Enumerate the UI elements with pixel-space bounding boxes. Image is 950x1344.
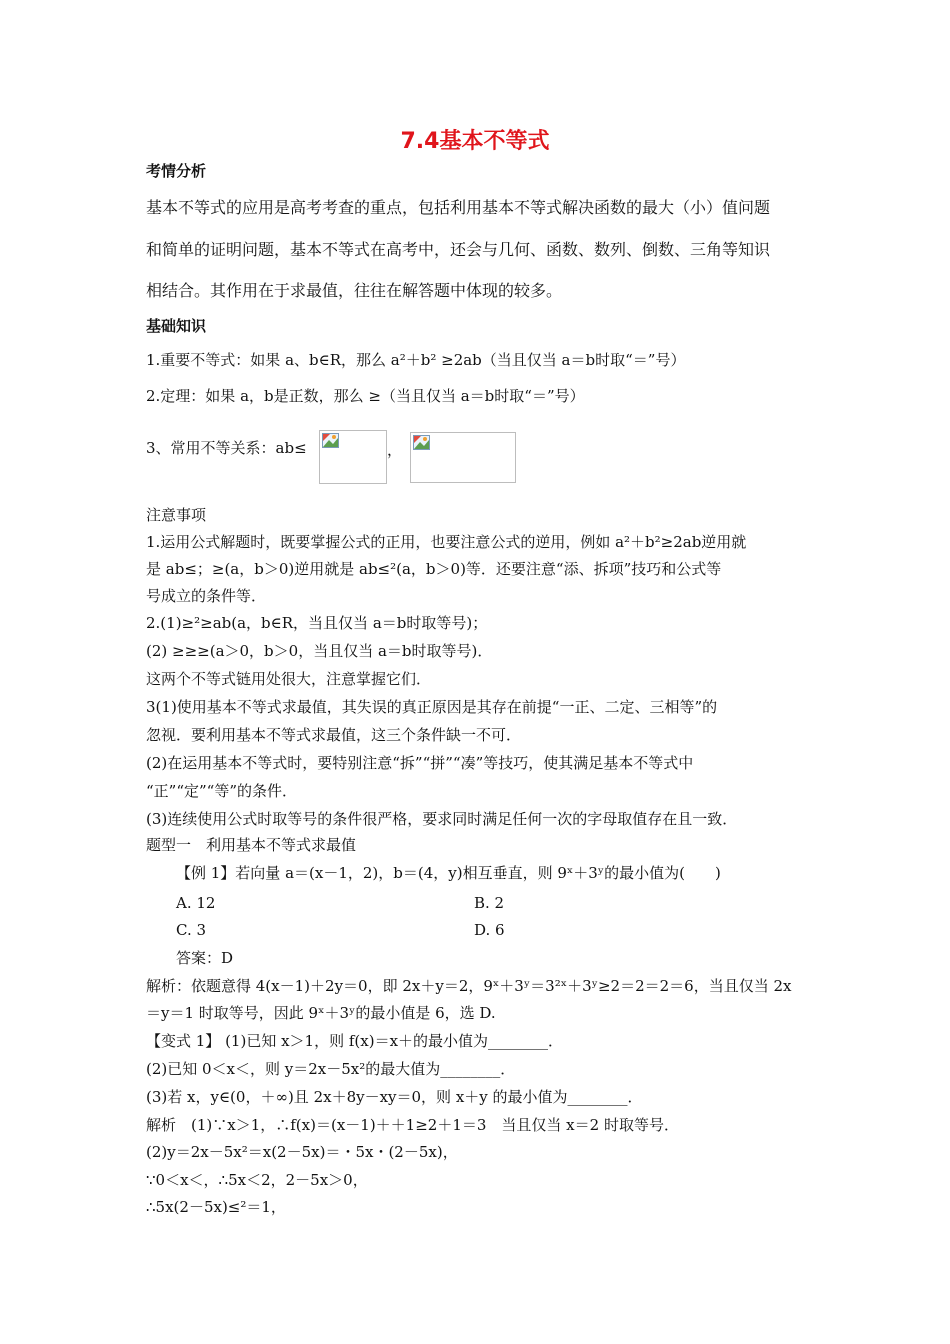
example-analysis: 解析：依题意得 4(x－1)＋2y＝0，即 2x＋y＝2，9ˣ＋3ʸ＝3²ˣ＋3ʸ≥2＝2＝2＝6，当且仅当 2x bbox=[146, 977, 792, 995]
note-line: 3(1)使用基本不等式求最值，其失误的真正原因是其存在前提“一正、二定、三相等”的 bbox=[146, 698, 718, 716]
note-line: 忽视．要利用基本不等式求最值，这三个条件缺一不可． bbox=[146, 726, 522, 744]
note-line: 题型一 利用基本不等式求最值 bbox=[146, 836, 357, 854]
variant-line: (2)已知 0＜x＜，则 y＝2x－5x²的最大值为________． bbox=[146, 1060, 516, 1078]
note-line: 号成立的条件等． bbox=[146, 587, 267, 605]
example-answer: 答案：D bbox=[176, 949, 234, 967]
paragraph-line: 和简单的证明问题，基本不等式在高考中，还会与几何、函数、数列、倒数、三角等知识 bbox=[146, 240, 771, 259]
paragraph-line: 相结合。其作用在于求最值，往往在解答题中体现的较多。 bbox=[146, 281, 563, 300]
option-c: C. 3 bbox=[176, 921, 207, 939]
basic-item: 3、常用不等关系：ab≤ bbox=[146, 439, 307, 457]
note-line: “正”“定”“等”的条件． bbox=[146, 782, 298, 800]
option-b: B. 2 bbox=[474, 894, 505, 912]
example-question: 【例 1】若向量 a＝(x－1，2)，b＝(4，y)相互垂直，则 9ˣ＋3ʸ的最小值为( ) bbox=[176, 864, 721, 882]
paragraph-line: 基本不等式的应用是高考考查的重点，包括利用基本不等式解决函数的最大（小）值问题 bbox=[146, 198, 771, 217]
variant-line: (3)若 x，y∈(0，＋∞)且 2x＋8y－xy＝0，则 x＋y 的最小值为________． bbox=[146, 1088, 643, 1106]
separator-comma: ， bbox=[387, 441, 403, 459]
section-heading-basics: 基础知识 bbox=[146, 317, 207, 335]
broken-image bbox=[410, 432, 516, 483]
example-analysis: ＝y＝1 时取等号，因此 9ˣ＋3ʸ的最小值是 6，选 D. bbox=[146, 1004, 496, 1022]
note-line: (2)在运用基本不等式时，要特别注意“拆”“拼”“凑”等技巧，使其满足基本不等式中 bbox=[146, 754, 694, 772]
broken-image bbox=[319, 430, 387, 484]
notes-heading: 注意事项 bbox=[146, 506, 207, 524]
variant-line: 【变式 1】 (1)已知 x＞1，则 f(x)＝x＋的最小值为________． bbox=[146, 1032, 564, 1050]
variant-line: ∴5x(2－5x)≤²＝1， bbox=[146, 1198, 286, 1216]
page-title: 7.4基本不等式 bbox=[400, 129, 550, 154]
note-line: (2) ≥≥≥(a＞0，b＞0，当且仅当 a＝b时取等号)． bbox=[146, 642, 493, 660]
broken-image-icon bbox=[322, 433, 339, 448]
option-a: A. 12 bbox=[176, 894, 216, 912]
variant-line: 解析 (1)∵x＞1，∴f(x)＝(x－1)＋＋1≥2＋1＝3 当且仅当 x＝2 时取等号． bbox=[146, 1116, 679, 1134]
note-line: 1.运用公式解题时，既要掌握公式的正用，也要注意公式的逆用，例如 a²＋b²≥2ab逆用就 bbox=[146, 533, 747, 551]
note-line: 2.(1)≥²≥ab(a，b∈R，当且仅当 a＝b时取等号)； bbox=[146, 614, 488, 632]
basic-item: 2.定理：如果 a，b是正数，那么 ≥（当且仅当 a＝b时取“＝”号） bbox=[146, 387, 585, 405]
note-line: 这两个不等式链用处很大，注意掌握它们． bbox=[146, 670, 432, 688]
basic-item: 1.重要不等式：如果 a、b∈R，那么 a²＋b² ≥2ab（当且仅当 a＝b时取“＝”号） bbox=[146, 351, 686, 369]
section-heading-analysis: 考情分析 bbox=[146, 162, 207, 180]
note-line: 是 ab≤；≥(a，b＞0)逆用就是 ab≤²(a，b＞0)等．还要注意“添、拆项”技巧和公式等 bbox=[146, 560, 722, 578]
note-line: (3)连续使用公式时取等号的条件很严格，要求同时满足任何一次的字母取值存在且一致． bbox=[146, 810, 738, 828]
broken-image-icon bbox=[413, 435, 430, 450]
variant-line: ∵0＜x＜，∴5x＜2，2－5x＞0， bbox=[146, 1171, 368, 1189]
variant-line: (2)y＝2x－5x²＝x(2－5x)＝・5x・(2－5x)， bbox=[146, 1143, 458, 1161]
option-d: D. 6 bbox=[474, 921, 505, 939]
